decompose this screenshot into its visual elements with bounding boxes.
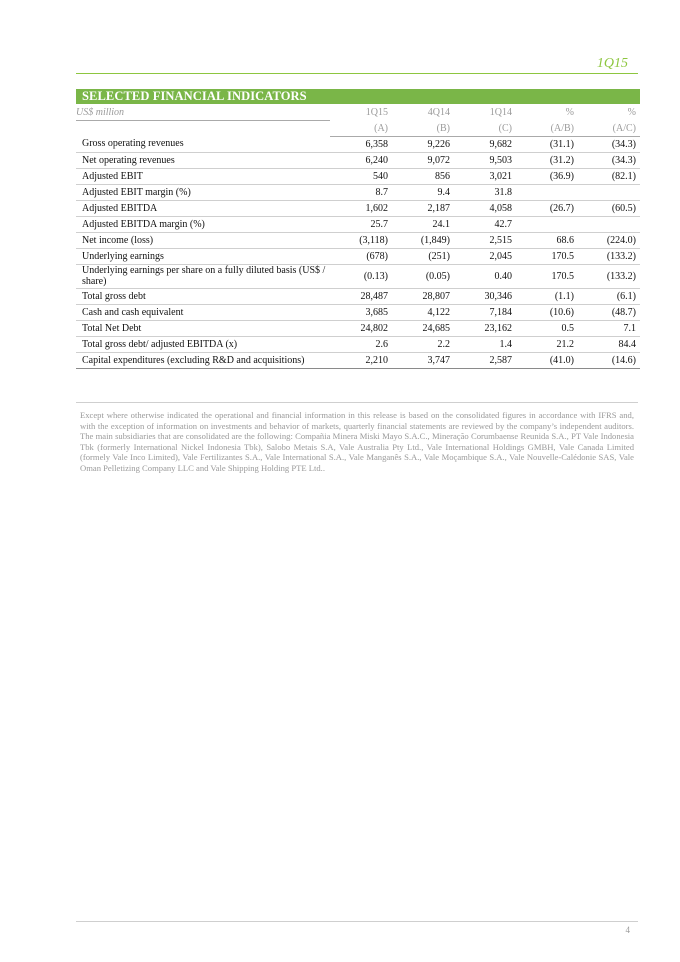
table-row bbox=[76, 200, 640, 216]
page-number: 4 bbox=[625, 925, 630, 935]
column-subheader: (C) bbox=[454, 121, 516, 137]
table-row bbox=[76, 304, 640, 320]
table-row bbox=[76, 184, 640, 200]
cell-value: (3,118) bbox=[330, 232, 392, 248]
column-header-row bbox=[76, 104, 640, 121]
column-subheader-row bbox=[76, 121, 640, 137]
cell-value: 9,682 bbox=[454, 136, 516, 152]
table-row bbox=[76, 232, 640, 248]
cell-value: (34.3) bbox=[578, 136, 640, 152]
column-subheader: (B) bbox=[392, 121, 454, 137]
cell-value: 28,487 bbox=[330, 288, 392, 304]
financial-indicators-table bbox=[76, 89, 640, 369]
cell-value: 28,807 bbox=[392, 288, 454, 304]
cell-value: 4,122 bbox=[392, 304, 454, 320]
cell-value bbox=[516, 216, 578, 232]
period-label: 1Q15 bbox=[596, 56, 628, 71]
column-header: 1Q14 bbox=[489, 106, 512, 118]
row-label: Total Net Debt bbox=[76, 320, 330, 336]
cell-value: (14.6) bbox=[578, 352, 640, 368]
cell-value: 3,685 bbox=[330, 304, 392, 320]
cell-value: (36.9) bbox=[516, 168, 578, 184]
column-subheader: (A/C) bbox=[578, 121, 640, 137]
row-label: Underlying earnings bbox=[76, 248, 330, 264]
cell-value: (31.2) bbox=[516, 152, 578, 168]
cell-value: 30,346 bbox=[454, 288, 516, 304]
cell-value: (133.2) bbox=[578, 264, 640, 288]
row-label: Net income (loss) bbox=[76, 232, 330, 248]
table-row bbox=[76, 336, 640, 352]
table-row bbox=[76, 288, 640, 304]
table-row bbox=[76, 136, 640, 152]
unit-label: US$ million bbox=[76, 104, 330, 121]
cell-value: (82.1) bbox=[578, 168, 640, 184]
row-label: Adjusted EBITDA margin (%) bbox=[76, 216, 330, 232]
cell-value: 31.8 bbox=[454, 184, 516, 200]
cell-value: 6,240 bbox=[330, 152, 392, 168]
table-row bbox=[76, 168, 640, 184]
cell-value: (1,849) bbox=[392, 232, 454, 248]
row-label: Underlying earnings per share on a fully diluted basis (US$ / share) bbox=[76, 264, 330, 288]
cell-value: 24,802 bbox=[330, 320, 392, 336]
cell-value: (48.7) bbox=[578, 304, 640, 320]
cell-value: 2,045 bbox=[454, 248, 516, 264]
cell-value: (678) bbox=[330, 248, 392, 264]
cell-value: 9,072 bbox=[392, 152, 454, 168]
cell-value bbox=[578, 216, 640, 232]
table-row bbox=[76, 152, 640, 168]
cell-value: 2,515 bbox=[454, 232, 516, 248]
cell-value: 68.6 bbox=[516, 232, 578, 248]
row-label: Gross operating revenues bbox=[76, 136, 330, 152]
cell-value: 4,058 bbox=[454, 200, 516, 216]
cell-value: 2,587 bbox=[454, 352, 516, 368]
cell-value: (224.0) bbox=[578, 232, 640, 248]
row-label: Adjusted EBIT bbox=[76, 168, 330, 184]
cell-value: (251) bbox=[392, 248, 454, 264]
header-divider bbox=[76, 73, 638, 74]
row-label: Capital expenditures (excluding R&D and acquisitions) bbox=[76, 352, 330, 368]
cell-value: (60.5) bbox=[578, 200, 640, 216]
table-row bbox=[76, 216, 640, 232]
column-subheader-spacer bbox=[76, 121, 330, 137]
row-label: Total gross debt bbox=[76, 288, 330, 304]
column-subheader: (A) bbox=[330, 121, 392, 137]
cell-value: 42.7 bbox=[454, 216, 516, 232]
cell-value: 9,226 bbox=[392, 136, 454, 152]
cell-value: 856 bbox=[392, 168, 454, 184]
indicators-grid bbox=[76, 104, 640, 369]
table-row bbox=[76, 320, 640, 336]
cell-value: 2,210 bbox=[330, 352, 392, 368]
footnote-divider bbox=[76, 402, 638, 403]
cell-value: 24.1 bbox=[392, 216, 454, 232]
cell-value: (0.13) bbox=[330, 264, 392, 288]
row-label: Adjusted EBITDA bbox=[76, 200, 330, 216]
cell-value: 9.4 bbox=[392, 184, 454, 200]
column-header: % bbox=[565, 106, 574, 118]
column-header: 1Q15 bbox=[365, 106, 388, 118]
column-subheader: (A/B) bbox=[516, 121, 578, 137]
cell-value: (41.0) bbox=[516, 352, 578, 368]
cell-value: 9,503 bbox=[454, 152, 516, 168]
row-label: Adjusted EBIT margin (%) bbox=[76, 184, 330, 200]
cell-value: 84.4 bbox=[578, 336, 640, 352]
cell-value: (6.1) bbox=[578, 288, 640, 304]
cell-value: 21.2 bbox=[516, 336, 578, 352]
cell-value: 3,021 bbox=[454, 168, 516, 184]
cell-value: 0.5 bbox=[516, 320, 578, 336]
row-label: Cash and cash equivalent bbox=[76, 304, 330, 320]
cell-value: 6,358 bbox=[330, 136, 392, 152]
cell-value: 1,602 bbox=[330, 200, 392, 216]
column-header: % bbox=[627, 106, 636, 118]
cell-value: 7,184 bbox=[454, 304, 516, 320]
cell-value: 2.6 bbox=[330, 336, 392, 352]
cell-value: 24,685 bbox=[392, 320, 454, 336]
cell-value: (1.1) bbox=[516, 288, 578, 304]
footer-divider bbox=[76, 921, 638, 922]
cell-value: (31.1) bbox=[516, 136, 578, 152]
table-row bbox=[76, 352, 640, 368]
cell-value bbox=[578, 184, 640, 200]
column-header: 4Q14 bbox=[427, 106, 450, 118]
table-row bbox=[76, 248, 640, 264]
cell-value: 2,187 bbox=[392, 200, 454, 216]
cell-value: (0.05) bbox=[392, 264, 454, 288]
cell-value: 3,747 bbox=[392, 352, 454, 368]
cell-value: 2.2 bbox=[392, 336, 454, 352]
cell-value: 23,162 bbox=[454, 320, 516, 336]
cell-value: 25.7 bbox=[330, 216, 392, 232]
cell-value: 170.5 bbox=[516, 248, 578, 264]
cell-value: 7.1 bbox=[578, 320, 640, 336]
cell-value: 170.5 bbox=[516, 264, 578, 288]
cell-value: (34.3) bbox=[578, 152, 640, 168]
footnote-text: Except where otherwise indicated the operational and financial information in this release is based on the consolidated figures in accordance with IFRS and, with the exception of information on investments and behavior of markets, quarterly financial statements are reviewed by the company’s independent auditors. The main subsidiaries that are consolidated are the following: Compañia Minera Miski Mayo S.A.C., Mineração Corumbaense Reunida S.A., PT Vale Indonesia Tbk (formerly International Nickel Indonesia Tbk), Salobo Metais S.A, Vale Australia Pty Ltd., Vale International Holdings GMBH, Vale Canada Limited (formely Vale Inco Limited), Vale Fertilizantes S.A., Vale International S.A., Vale Manganês S.A., Vale Moçambique S.A., Vale Nouvelle-Calédonie SAS, Vale Oman Pelletizing Company LLC and Vale Shipping Holding PTE Ltd.. bbox=[80, 410, 634, 473]
row-label: Net operating revenues bbox=[76, 152, 330, 168]
table-row bbox=[76, 264, 640, 288]
cell-value: (133.2) bbox=[578, 248, 640, 264]
table-title: SELECTED FINANCIAL INDICATORS bbox=[76, 89, 640, 104]
cell-value: (26.7) bbox=[516, 200, 578, 216]
cell-value: (10.6) bbox=[516, 304, 578, 320]
cell-value: 8.7 bbox=[330, 184, 392, 200]
cell-value bbox=[516, 184, 578, 200]
cell-value: 1.4 bbox=[454, 336, 516, 352]
cell-value: 0.40 bbox=[454, 264, 516, 288]
row-label: Total gross debt/ adjusted EBITDA (x) bbox=[76, 336, 330, 352]
cell-value: 540 bbox=[330, 168, 392, 184]
